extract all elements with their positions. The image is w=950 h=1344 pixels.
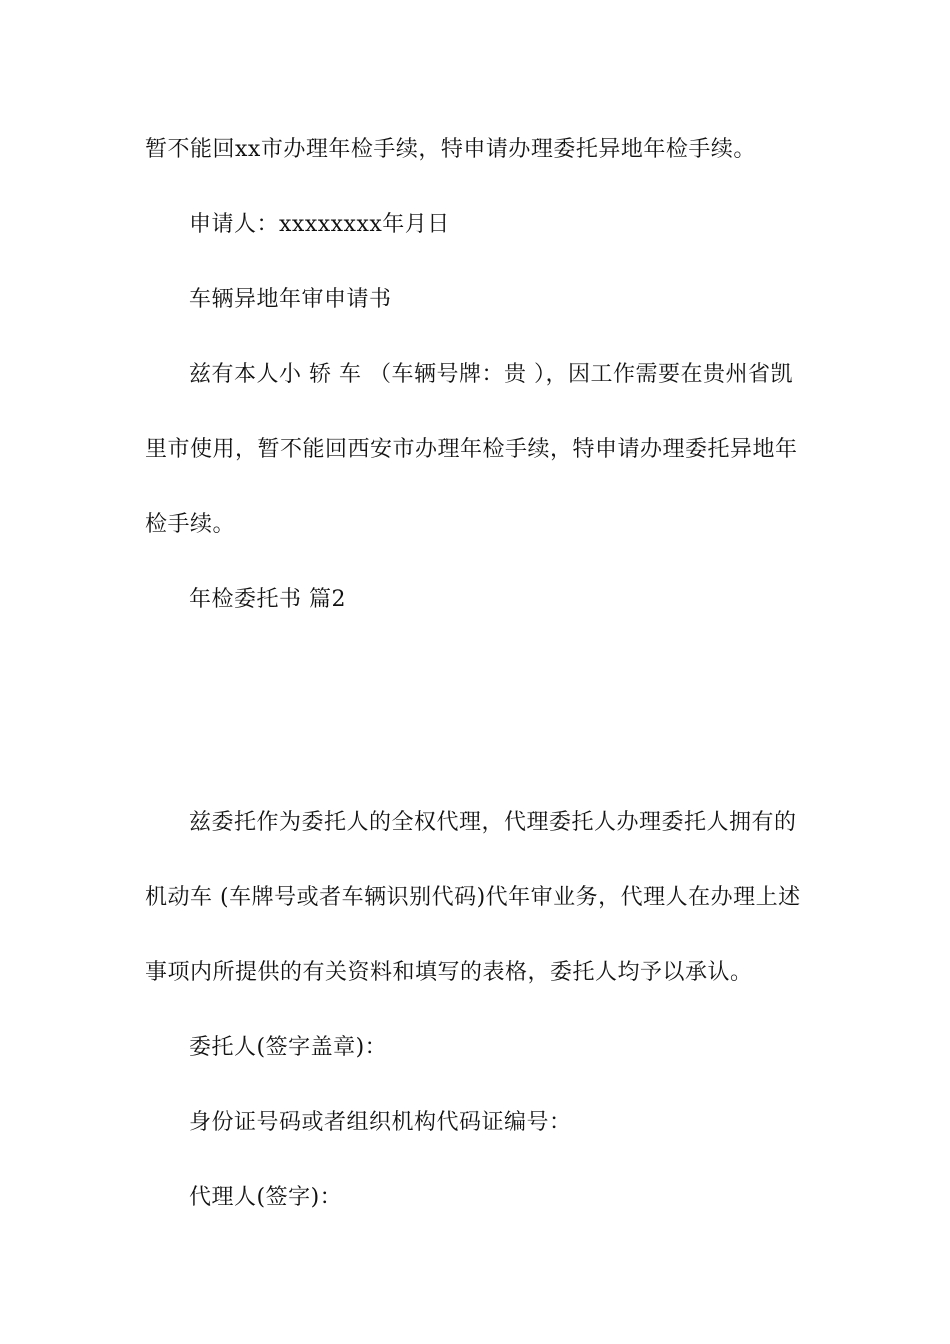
applicant-line: 申请人：xxxxxxxx年月日 (189, 212, 450, 237)
id-number-line: 身份证号码或者组织机构代码证编号： (189, 1110, 572, 1135)
section-title-application: 车辆异地年审申请书 (189, 287, 392, 312)
principal-signature-line: 委托人(签字盖章)： (189, 1035, 388, 1060)
agent-signature-line: 代理人(签字)： (189, 1185, 343, 1210)
application-body-line-1: 兹有本人小 轿 车 （车辆号牌：贵 ），因工作需要在贵州省凯 (189, 362, 793, 387)
application-body-line-3: 检手续。 (145, 512, 236, 537)
attorney-body-line-2: 机动车 (车牌号或者车辆识别代码)代年审业务，代理人在办理上述 (145, 885, 801, 910)
attorney-body-line-1: 兹委托作为委托人的全权代理，代理委托人办理委托人拥有的 (189, 810, 797, 835)
application-body-line-2: 里市使用，暂不能回西安市办理年检手续，特申请办理委托异地年 (145, 437, 798, 462)
paragraph-continuation: 暂不能回xx市办理年检手续，特申请办理委托异地年检手续。 (145, 137, 756, 162)
attorney-body-line-3: 事项内所提供的有关资料和填写的表格，委托人均予以承认。 (145, 960, 753, 985)
section-title-power-of-attorney: 年检委托书 篇2 (189, 587, 346, 612)
